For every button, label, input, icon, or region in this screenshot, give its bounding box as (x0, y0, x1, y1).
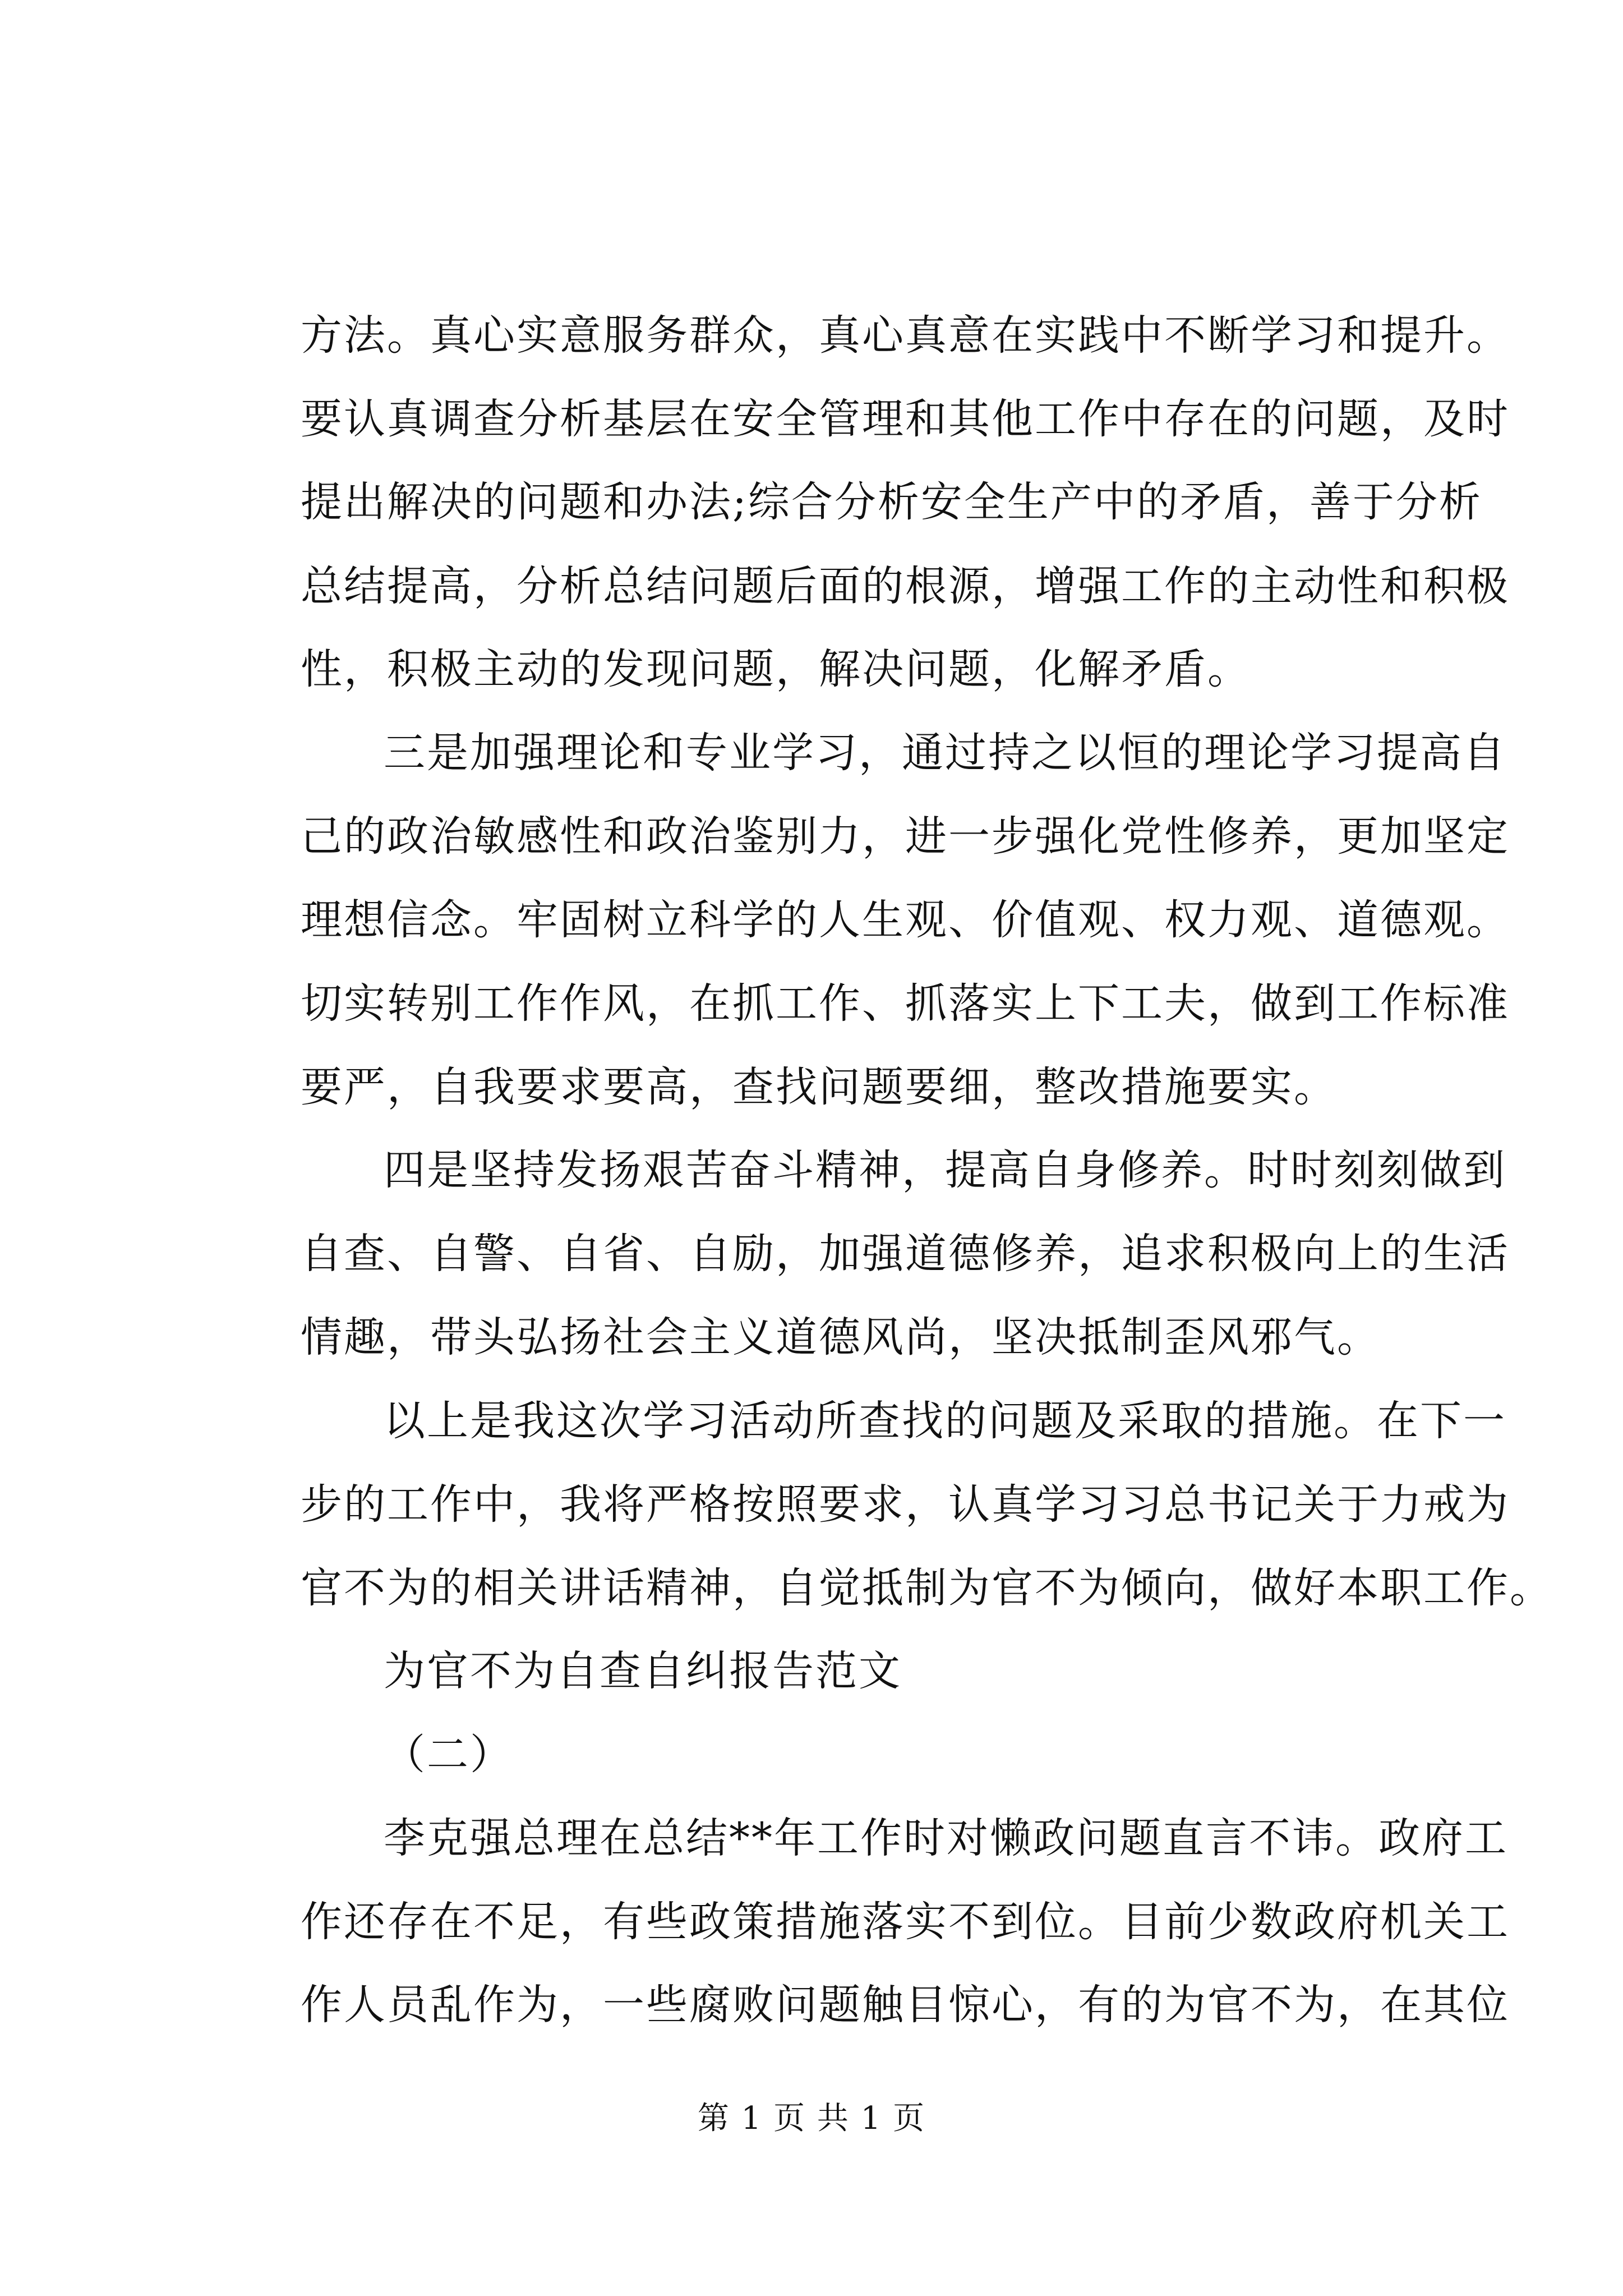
paragraph-start-line: 以上是我这次学习活动所查找的问题及采取的措施。在下一 (384, 1397, 1506, 1445)
text-line: 自查、自警、自省、自励，加强道德修养，追求积极向上的生活 (301, 1230, 1510, 1278)
paragraph-start-line: 四是坚持发扬艰苦奋斗精神，提高自身修养。时时刻刻做到 (384, 1146, 1506, 1194)
text-line: 提出解决的问题和办法;综合分析安全生产中的矛盾，善于分析 (301, 478, 1482, 526)
text-line: 作人员乱作为，一些腐败问题触目惊心，有的为官不为，在其位 (301, 1981, 1510, 2029)
page-footer: 第 1 页 共 1 页 (697, 2100, 926, 2137)
text-line: 性，积极主动的发现问题，解决问题，化解矛盾。 (301, 645, 1251, 693)
text-line: 要严，自我要求要高，查找问题要细，整改措施要实。 (301, 1063, 1337, 1111)
text-line: 步的工作中，我将严格按照要求，认真学习习总书记关于力戒为 (301, 1480, 1510, 1529)
text-line: 作还存在不足，有些政策措施落实不到位。目前少数政府机关工 (301, 1898, 1510, 1946)
text-line: 理想信念。牢固树立科学的人生观、价值观、权力观、道德观。 (301, 896, 1510, 944)
section-title: 为官不为自查自纠报告范文 (384, 1647, 902, 1695)
paragraph-start-line: 三是加强理论和专业学习，通过持之以恒的理论学习提高自 (384, 729, 1506, 777)
text-line: 要认真调查分析基层在安全管理和其他工作中存在的问题，及时 (301, 395, 1510, 443)
text-line: 官不为的相关讲话精神，自觉抵制为官不为倾向，做好本职工作。 (301, 1564, 1553, 1612)
text-line: 切实转别工作作风，在抓工作、抓落实上下工夫，做到工作标准 (301, 979, 1510, 1028)
text-line: 总结提高，分析总结问题后面的根源，增强工作的主动性和积极 (301, 562, 1510, 610)
text-line: 方法。真心实意服务群众，真心真意在实践中不断学习和提升。 (301, 311, 1510, 360)
paragraph-start-line: 李克强总理在总结**年工作时对懒政问题直言不讳。政府工 (384, 1814, 1508, 1862)
section-number: （二） (384, 1731, 513, 1779)
text-line: 情趣，带头弘扬社会主义道德风尚，坚决抵制歪风邪气。 (301, 1313, 1380, 1361)
text-line: 己的政治敏感性和政治鉴别力，进一步强化党性修养，更加坚定 (301, 812, 1510, 861)
